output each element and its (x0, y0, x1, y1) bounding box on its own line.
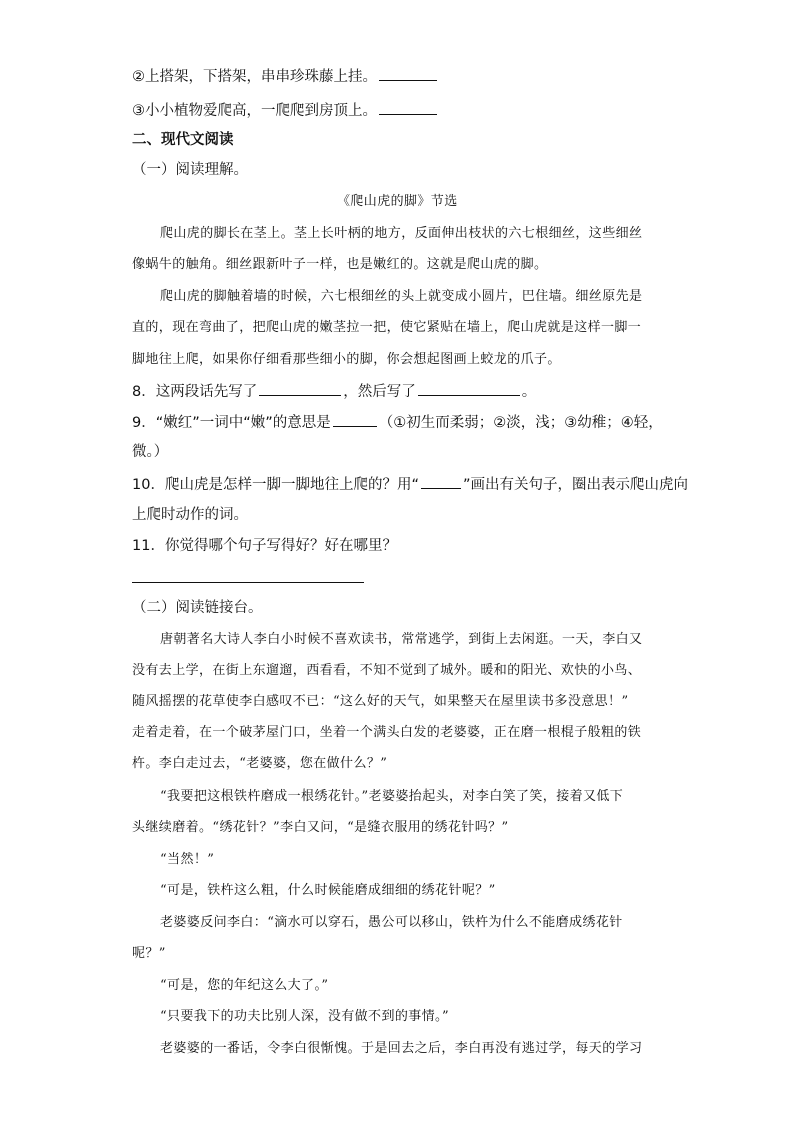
question-text: 9．“嫩红”一词中“嫩”的意思是 (132, 415, 331, 431)
passage-line: 走着走着，在一个破茅屋门口，坐着一个满头白发的老婆婆，正在磨一根棍子般粗的铁 (132, 725, 642, 740)
part-label: （一）阅读理解。 (132, 162, 248, 178)
question-text: ，然后写了 (343, 384, 416, 400)
passage-line: 呢？” (132, 946, 166, 961)
question-10 (132, 474, 688, 495)
passage-line: 爬山虎的脚触着墙的时候，六七根细丝的头上就变成小圆片，巴住墙。细丝原先是 (160, 289, 643, 304)
question-text: 8．这两段话先写了 (132, 384, 258, 400)
question-9 (132, 412, 663, 433)
passage-line: “可是，铁杵这么粗，什么时候能磨成细细的绣花针呢？” (160, 883, 496, 898)
question-text: ③小小植物爱爬高，一爬爬到房顶上。 (132, 103, 377, 119)
passage-line: 脚地往上爬，如果你仔细看那些细小的脚，你会想起图画上蛟龙的爪子。 (132, 352, 561, 367)
answer-blank[interactable] (379, 66, 437, 81)
section-title: 二、现代文阅读 (132, 132, 234, 148)
passage-line: 头继续磨着。“绣花针？”李白又问，“是缝衣服用的绣花针吗？” (132, 820, 509, 835)
question-10-cont: 上爬时动作的词。 (132, 507, 248, 523)
answer-blank[interactable] (418, 381, 520, 396)
question-text: 。 (521, 384, 537, 400)
passage-line: 杵。李白走过去，“老婆婆，您在做什么？” (132, 756, 388, 771)
answer-blank[interactable] (333, 412, 377, 427)
passage-title: 《爬山虎的脚》节选 (337, 194, 458, 209)
passage-line: 老婆婆反问李白：“滴水可以穿石，愚公可以移山，铁杵为什么不能磨成绣花针 (160, 915, 623, 930)
passage-line: “只要我下的功夫比别人深，没有做不到的事情。” (160, 1009, 449, 1024)
answer-blank[interactable] (379, 100, 437, 115)
answer-blank[interactable] (421, 474, 461, 489)
passage-line: 像蜗牛的触角。细丝跟新叶子一样，也是嫩红的。这就是爬山虎的脚。 (132, 257, 548, 272)
passage-line: 爬山虎的脚长在茎上。茎上长叶柄的地方，反面伸出枝状的六七根细丝，这些细丝 (160, 226, 643, 241)
question-text: （①初生而柔弱；②淡，浅；③幼稚；④轻， (378, 415, 663, 431)
passage-line: “我要把这根铁杵磨成一根绣花针。”老婆婆抬起头，对李白笑了笑，接着又低下 (160, 789, 624, 804)
question-text: ”画出有关句子，圈出表示爬山虎向 (462, 477, 688, 493)
passage-line: “当然！” (160, 852, 215, 867)
passage-line: 唐朝著名大诗人李白小时候不喜欢读书，常常逃学，到街上去闲逛。一天，李白又 (160, 632, 643, 647)
question-item-3 (132, 100, 439, 121)
passage-line: 直的，现在弯曲了，把爬山虎的嫩茎拉一把，使它紧贴在墙上，爬山虎就是这样一脚一 (132, 320, 642, 335)
part-label: （二）阅读链接台。 (132, 600, 263, 616)
passage-line: 没有去上学，在街上东遛遛，西看看，不知不觉到了城外。暖和的阳光、欢快的小鸟、 (132, 663, 642, 678)
answer-line[interactable] (132, 582, 364, 583)
passage-line: 老婆婆的一番话，令李白很惭愧。于是回去之后，李白再没有逃过学，每天的学习 (160, 1041, 643, 1056)
question-11: 11．你觉得哪个句子写得好？好在哪里？ (132, 538, 397, 554)
question-text: ②上搭架，下搭架，串串珍珠藤上挂。 (132, 69, 377, 85)
passage-line: “可是，您的年纪这么大了。” (160, 978, 329, 993)
question-8 (132, 381, 536, 402)
passage-line: 随风摇摆的花草使李白感叹不已：“这么好的天气，如果整天在屋里读书多没意思！” (132, 694, 629, 709)
question-item-2 (132, 66, 439, 87)
question-text: 10．爬山虎是怎样一脚一脚地往上爬的？用“ (132, 477, 419, 493)
answer-blank[interactable] (259, 381, 341, 396)
question-9-cont: 微。） (132, 444, 169, 460)
